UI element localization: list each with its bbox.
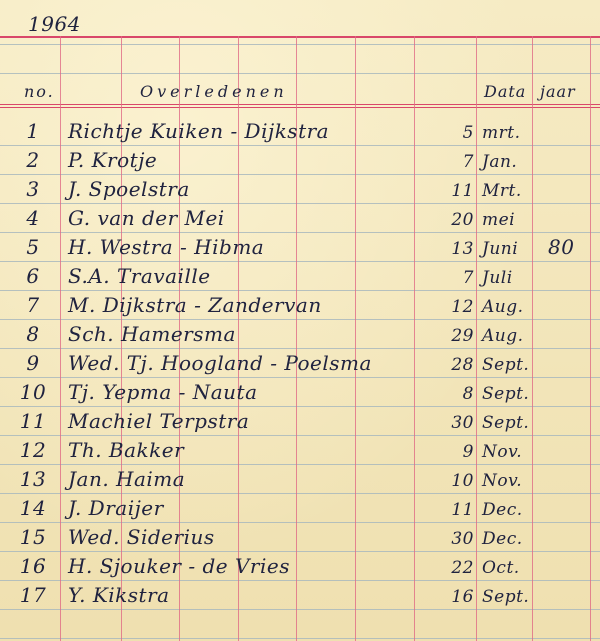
entry-name: Wed. Siderius	[68, 525, 215, 549]
entry-month: Dec.	[482, 500, 523, 520]
entry-month: Oct.	[482, 558, 520, 578]
entry-number: 13	[19, 467, 47, 491]
entry-month: Sept.	[482, 355, 530, 375]
list-item	[0, 551, 600, 580]
entry-name: P. Krotje	[68, 148, 158, 172]
entry-number: 9	[26, 351, 40, 375]
entry-age: 80	[548, 235, 575, 259]
entry-day: 10	[451, 471, 474, 491]
list-item	[0, 232, 600, 261]
entry-number: 16	[19, 554, 47, 578]
entry-month: Sept.	[482, 587, 530, 607]
list-item	[0, 522, 600, 551]
entry-name: J. Spoelstra	[68, 177, 190, 201]
ruling-line	[0, 44, 600, 45]
header-date: Data	[484, 82, 527, 101]
entry-day: 20	[451, 210, 474, 230]
list-item	[0, 116, 600, 145]
entry-name: H. Sjouker - de Vries	[68, 554, 290, 578]
entry-day: 11	[451, 181, 474, 201]
list-item	[0, 261, 600, 290]
entry-number: 3	[26, 177, 40, 201]
entry-day: 13	[451, 239, 474, 259]
entry-month: mei	[482, 210, 516, 230]
entry-month: Dec.	[482, 529, 523, 549]
entry-month: mrt.	[482, 123, 521, 143]
entry-number: 2	[26, 148, 40, 172]
entry-month: Nov.	[482, 471, 523, 491]
entry-number: 14	[19, 496, 47, 520]
list-item	[0, 290, 600, 319]
entry-name: Machiel Terpstra	[68, 409, 250, 433]
entry-number: 6	[26, 264, 40, 288]
header-year: jaar	[540, 82, 576, 101]
entry-number: 1	[26, 119, 40, 143]
entry-name: S.A. Travaille	[68, 264, 211, 288]
entry-name: Jan. Haima	[68, 467, 186, 491]
entry-name: Wed. Tj. Hoogland - Poelsma	[68, 351, 372, 375]
entry-month: Aug.	[482, 326, 524, 346]
entry-name: H. Westra - Hibma	[68, 235, 265, 259]
header-no: no.	[24, 82, 55, 101]
entry-number: 8	[26, 322, 40, 346]
entry-month: Sept.	[482, 384, 530, 404]
entry-month: Aug.	[482, 297, 524, 317]
list-item	[0, 203, 600, 232]
list-item	[0, 493, 600, 522]
entry-day: 11	[451, 500, 474, 520]
entry-number: 12	[19, 438, 47, 462]
ruling-line	[0, 638, 600, 639]
entry-number: 5	[26, 235, 40, 259]
list-item	[0, 348, 600, 377]
year-label: 1964	[28, 12, 81, 36]
list-item	[0, 174, 600, 203]
entry-name: Th. Bakker	[68, 438, 185, 462]
entry-number: 11	[19, 409, 47, 433]
list-item	[0, 580, 600, 609]
list-item	[0, 319, 600, 348]
entry-name: Richtje Kuiken - Dijkstra	[68, 119, 330, 143]
entry-number: 17	[19, 583, 47, 607]
entry-month: Sept.	[482, 413, 530, 433]
list-item	[0, 377, 600, 406]
list-item	[0, 406, 600, 435]
entry-day: 8	[462, 384, 474, 404]
entry-day: 30	[451, 529, 474, 549]
entry-day: 9	[462, 442, 474, 462]
list-item	[0, 145, 600, 174]
entry-day: 5	[462, 123, 474, 143]
entry-day: 7	[462, 152, 474, 172]
entry-day: 30	[451, 413, 474, 433]
entry-day: 28	[451, 355, 474, 375]
entry-day: 22	[451, 558, 474, 578]
header-red-rule	[0, 104, 600, 105]
header-red-rule-double	[0, 107, 600, 108]
entry-number: 4	[26, 206, 40, 230]
list-item	[0, 464, 600, 493]
entry-number: 15	[19, 525, 47, 549]
ruling-line	[0, 609, 600, 610]
entry-month: Juni	[482, 239, 519, 259]
entry-name: M. Dijkstra - Zandervan	[68, 293, 322, 317]
entry-name: Y. Kikstra	[68, 583, 170, 607]
entry-name: J. Draijer	[68, 496, 164, 520]
entry-day: 16	[451, 587, 474, 607]
top-red-rule	[0, 36, 600, 38]
entry-month: Nov.	[482, 442, 523, 462]
entry-month: Jan.	[482, 152, 518, 172]
entry-month: Juli	[482, 268, 513, 288]
entry-name: G. van der Mei	[68, 206, 225, 230]
ruling-line	[0, 73, 600, 74]
entry-name: Tj. Yepma - Nauta	[68, 380, 258, 404]
entry-name: Sch. Hamersma	[68, 322, 236, 346]
entry-day: 7	[462, 268, 474, 288]
entry-day: 12	[451, 297, 474, 317]
entry-day: 29	[451, 326, 474, 346]
entry-number: 10	[19, 380, 47, 404]
entry-month: Mrt.	[482, 181, 522, 201]
header-name: Overledenen	[140, 82, 288, 101]
entry-number: 7	[26, 293, 40, 317]
list-item	[0, 435, 600, 464]
